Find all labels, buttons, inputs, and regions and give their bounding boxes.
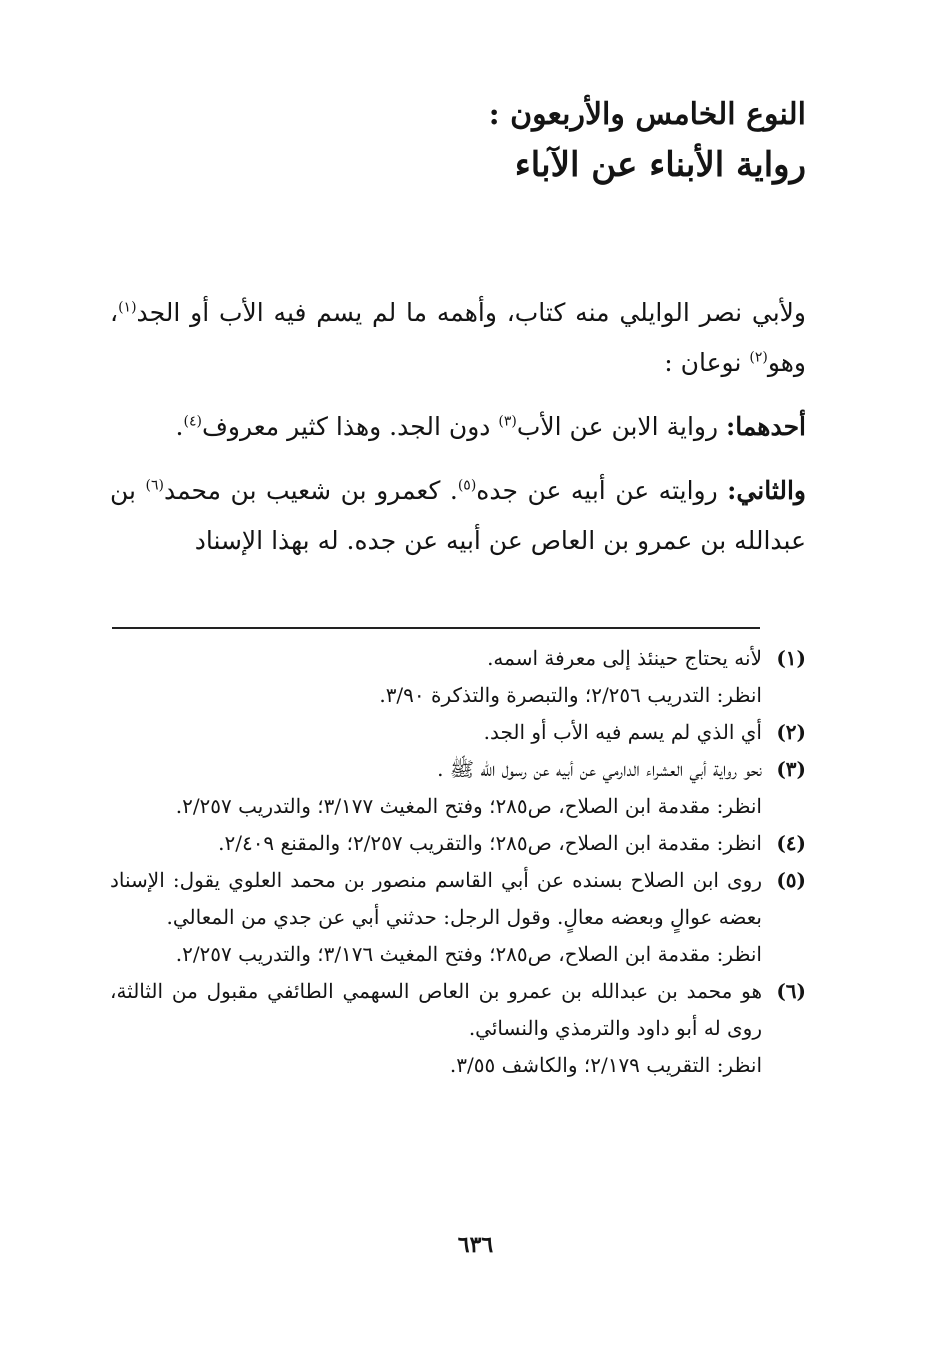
footnote-6 bbox=[110, 973, 806, 1084]
paragraph-1 bbox=[110, 288, 806, 388]
chapter-title: رواية الأبناء عن الآباء bbox=[514, 145, 806, 185]
footnote-ref-3: (٣) bbox=[498, 413, 517, 430]
paragraph-3-text-b: . كعمرو بن شعيب بن محمد bbox=[163, 476, 458, 505]
footnote-line: انظر: مقدمة ابن الصلاح، ص٢٨٥؛ وفتح المغيث ٣/١٧٦؛ والتدريب ٢/٢٥٧. bbox=[175, 942, 762, 966]
paragraph-1-text-a: ولأبي نصر الوايلي منه كتاب، وأهمه ما لم يسم فيه الأب أو الجد bbox=[136, 298, 806, 327]
footnote-2 bbox=[110, 714, 806, 751]
paragraph-3-text-a: روايته عن أبيه عن جده bbox=[476, 476, 728, 505]
paragraph-2 bbox=[110, 402, 806, 452]
footnote-line: انظر: التدريب ٢/٢٥٦؛ والتبصرة والتذكرة ٣/٩٠. bbox=[379, 683, 762, 707]
footnote-text bbox=[110, 640, 762, 714]
paragraph-2-text-c: . bbox=[175, 412, 184, 441]
footnote-ref-5: (٥) bbox=[457, 477, 477, 494]
footnote-ref-2: (٢) bbox=[749, 349, 768, 366]
footnote-text bbox=[110, 973, 762, 1084]
paragraph-1-text-c: نوعان : bbox=[664, 348, 750, 377]
footnote-line: انظر: مقدمة ابن الصلاح، ص٢٨٥؛ وفتح المغيث ٣/١٧٧؛ والتدريب ٢/٢٥٧. bbox=[175, 794, 762, 818]
paragraph-3 bbox=[110, 466, 806, 566]
footnote-number: (٣) bbox=[776, 757, 806, 781]
footnote-line: انظر: مقدمة ابن الصلاح، ص٢٨٥؛ والتقريب ٢/٢٥٧؛ والمقنع ٢/٤٠٩. bbox=[218, 831, 762, 855]
footnote-5 bbox=[110, 862, 806, 973]
footnote-number: (٥) bbox=[776, 868, 806, 892]
footnote-line: لأنه يحتاج حينئذ إلى معرفة اسمه. bbox=[487, 646, 762, 670]
footnote-3 bbox=[110, 751, 806, 825]
paragraph-1-text-b: ، وهو bbox=[110, 298, 806, 377]
footnote-line: روى ابن الصلاح بسنده عن أبي القاسم منصور بن محمد العلوي يقول: الإسناد بعضه عوالٍ وبعضه معالٍ. وقول الرجل: حدثني أبي عن جدي من المعالي. bbox=[110, 868, 762, 929]
paragraph-3-lead: والثاني: bbox=[727, 476, 806, 505]
footnote-ref-6: (٦) bbox=[145, 477, 164, 494]
footnote-4 bbox=[110, 825, 806, 862]
footnotes bbox=[110, 640, 806, 1084]
footnote-number: (٢) bbox=[776, 720, 806, 744]
footnote-separator bbox=[112, 627, 760, 629]
paragraph-2-text-a: رواية الابن عن الأب bbox=[516, 412, 726, 441]
footnote-line: أي الذي لم يسم فيه الأب أو الجد. bbox=[483, 720, 762, 744]
paragraph-2-lead: أحدهما: bbox=[725, 412, 806, 441]
chapter-heading bbox=[166, 92, 806, 192]
footnote-number: (١) bbox=[776, 646, 806, 670]
footnote-line: هو محمد بن عبدالله بن عمرو بن العاص السهمي الطائفي مقبول من الثالثة، روى له أبو داود والترمذي والنسائي. bbox=[110, 979, 762, 1040]
footnote-number: (٤) bbox=[776, 831, 806, 855]
page-number: ٦٣٦ bbox=[457, 1232, 494, 1258]
paragraph-2-text-b: دون الجد. وهذا كثير معروف bbox=[201, 412, 499, 441]
footnote-text bbox=[110, 751, 762, 825]
paragraph-3-text-c: بن عبدالله بن عمرو بن العاص عن أبيه عن جده. له بهذا الإسناد bbox=[110, 476, 806, 555]
footnote-text bbox=[110, 714, 762, 751]
footnote-1 bbox=[110, 640, 806, 714]
footnote-line: نحو رواية أبي العشراء الدارمي عن أبيه عن رسول الله ﷺ . bbox=[437, 757, 762, 781]
footnote-number: (٦) bbox=[776, 979, 806, 1003]
footnote-line: انظر: التقريب ٢/١٧٩؛ والكاشف ٣/٥٥. bbox=[449, 1053, 762, 1077]
footnote-ref-1: (١) bbox=[118, 299, 137, 316]
footnote-text bbox=[110, 862, 762, 973]
chapter-number: النوع الخامس والأربعون : bbox=[488, 97, 806, 132]
main-text bbox=[110, 288, 806, 580]
footnote-ref-4: (٤) bbox=[183, 413, 202, 430]
footnote-text bbox=[110, 825, 762, 862]
